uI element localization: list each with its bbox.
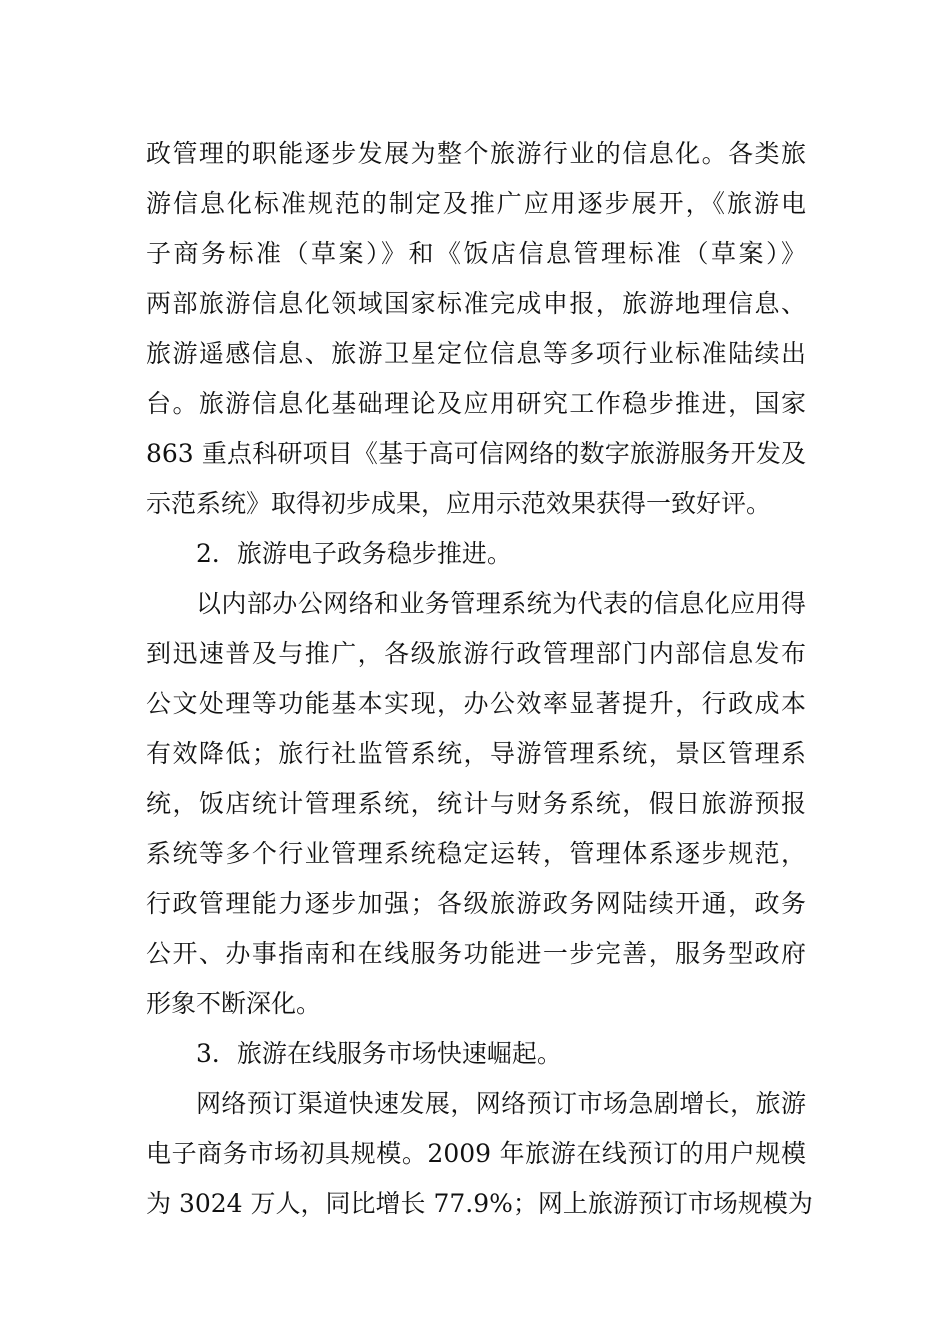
paragraph-line: 统，饭店统计管理系统，统计与财务系统，假日旅游预报 (146, 789, 806, 818)
paragraph-line: 政管理的职能逐步发展为整个旅游行业的信息化。各类旅 (146, 139, 806, 168)
paragraph-line: 以内部办公网络和业务管理系统为代表的信息化应用得 (196, 589, 806, 618)
paragraph-line: 公文处理等功能基本实现，办公效率显著提升，行政成本 (146, 689, 806, 718)
paragraph-line: 形象不断深化。 (146, 989, 322, 1018)
paragraph-line: 系统等多个行业管理系统稳定运转，管理体系逐步规范， (146, 839, 806, 868)
paragraph-line: 示范系统》取得初步成果，应用示范效果获得一致好评。 (146, 489, 772, 518)
paragraph-line: 游信息化标准规范的制定及推广应用逐步展开，《旅游电 (146, 189, 806, 218)
paragraph-line: 行政管理能力逐步加强；各级旅游政务网陆续开通，政务 (146, 889, 806, 918)
paragraph-line: 两部旅游信息化领域国家标准完成申报，旅游地理信息、 (146, 289, 806, 318)
paragraph-line: 旅游遥感信息、旅游卫星定位信息等多项行业标准陆续出 (146, 339, 806, 368)
paragraph-line: 网络预订渠道快速发展，网络预订市场急剧增长，旅游 (196, 1089, 806, 1118)
paragraph-line: 有效降低；旅行社监管系统，导游管理系统，景区管理系 (146, 739, 806, 768)
section-heading: 3．旅游在线服务市场快速崛起。 (196, 1039, 562, 1068)
paragraph-line: 863 重点科研项目《基于高可信网络的数字旅游服务开发及 (146, 439, 806, 468)
paragraph-line: 电子商务市场初具规模。2009 年旅游在线预订的用户规模 (146, 1139, 806, 1168)
paragraph-line: 子商务标准（草案）》和《饭店信息管理标准（草案）》 (146, 239, 806, 268)
paragraph-line: 台。旅游信息化基础理论及应用研究工作稳步推进，国家 (146, 389, 806, 418)
paragraph-line: 公开、办事指南和在线服务功能进一步完善，服务型政府 (146, 939, 806, 968)
section-heading: 2．旅游电子政务稳步推进。 (196, 539, 512, 568)
paragraph-line: 为 3024 万人，同比增长 77.9%；网上旅游预订市场规模为 (146, 1189, 813, 1218)
paragraph-line: 到迅速普及与推广，各级旅游行政管理部门内部信息发布 (146, 639, 806, 668)
